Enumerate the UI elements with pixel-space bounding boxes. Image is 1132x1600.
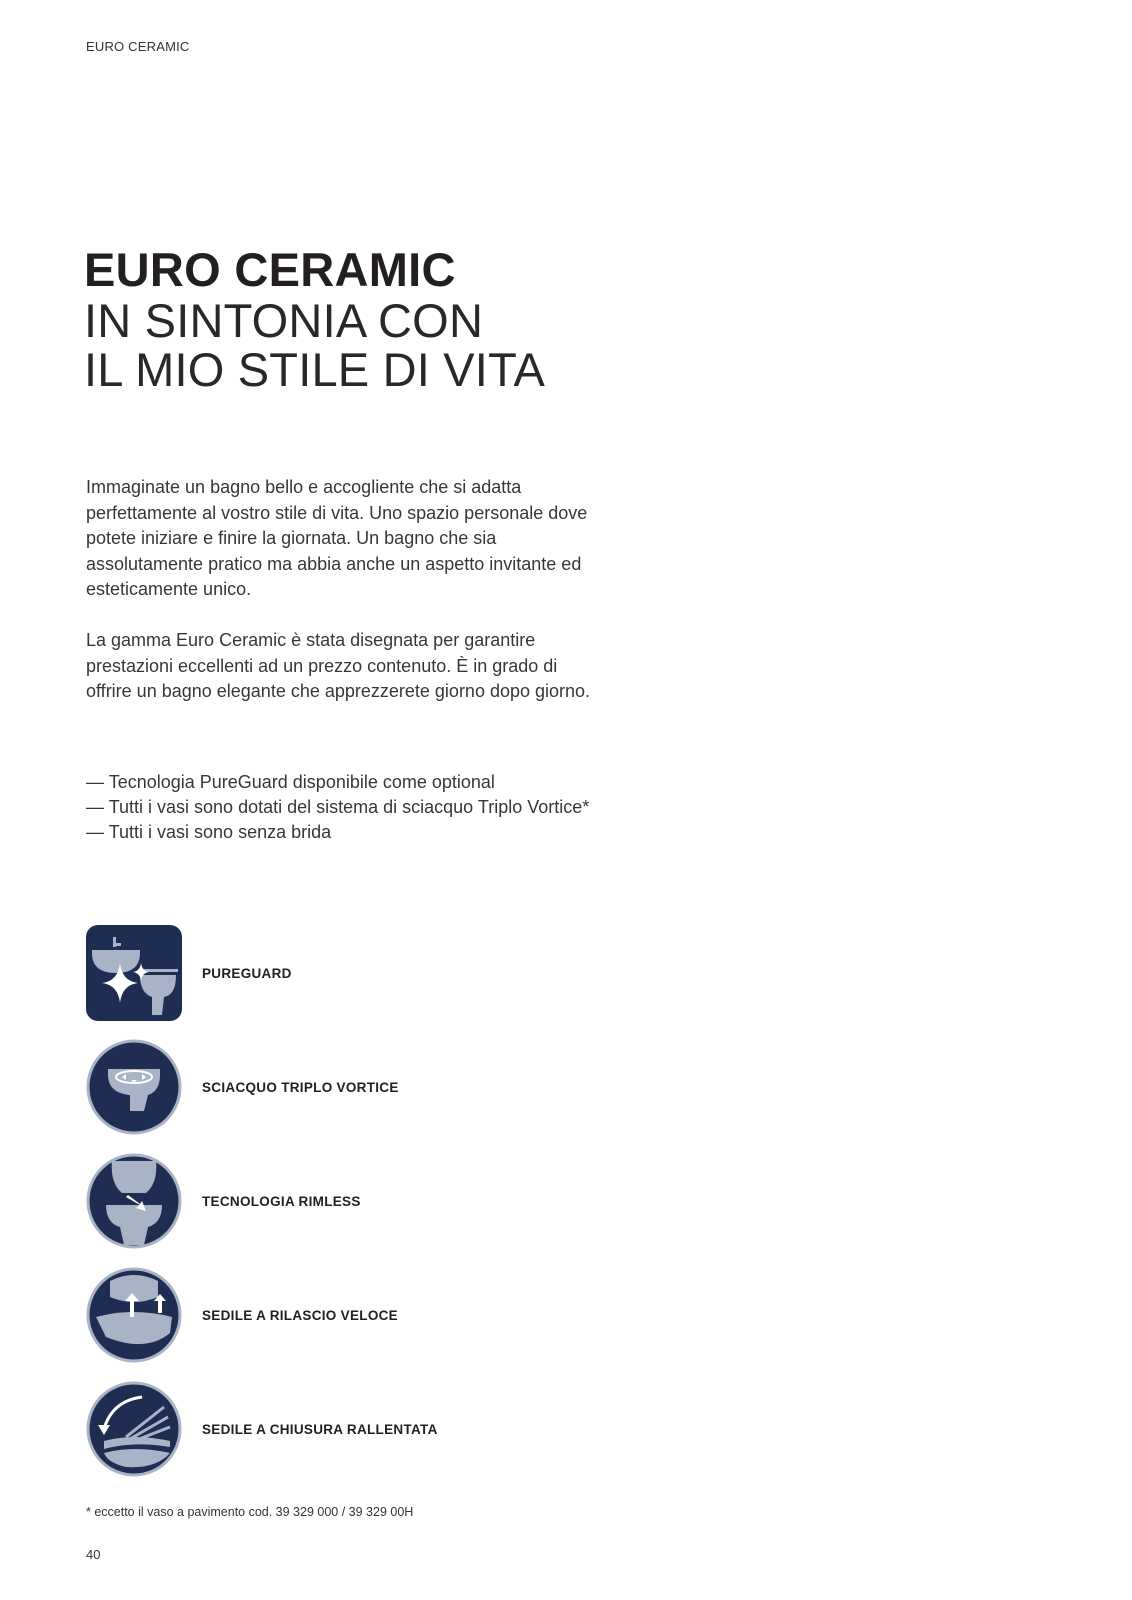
feature-bullet-list — [86, 770, 589, 845]
bullet-item: — Tecnologia PureGuard disponibile come optional — [86, 770, 589, 795]
triple-vortex-flush-icon — [86, 1039, 182, 1135]
feature-label: SEDILE A RILASCIO VELOCE — [202, 1307, 398, 1323]
page-number: 40 — [86, 1547, 101, 1562]
feature-soft-close-seat — [86, 1381, 686, 1477]
page-title — [84, 244, 545, 394]
bullet-item: — Tutti i vasi sono senza brida — [86, 820, 589, 845]
feature-label: TECNOLOGIA RIMLESS — [202, 1193, 361, 1209]
title-tagline-line1: IN SINTONIA CON — [84, 294, 484, 347]
footnote: * eccetto il vaso a pavimento cod. 39 329 000 / 39 329 00H — [86, 1505, 414, 1519]
feature-label: SCIACQUO TRIPLO VORTICE — [202, 1079, 399, 1095]
feature-pureguard — [86, 925, 686, 1021]
rimless-icon — [86, 1153, 182, 1249]
title-brand: EURO CERAMIC — [84, 243, 456, 296]
feature-quick-release-seat — [86, 1267, 686, 1363]
feature-rimless — [86, 1153, 686, 1249]
quick-release-seat-icon — [86, 1267, 182, 1363]
pureguard-icon — [86, 925, 182, 1021]
running-header: EURO CERAMIC — [86, 39, 190, 54]
range-paragraph: La gamma Euro Ceramic è stata disegnata per garantire prestazioni eccellenti ad un prezzo contenuto. È in grado di offrire un bagno elegante che apprezzerete giorno dopo giorno. — [86, 630, 591, 701]
soft-close-seat-icon — [86, 1381, 182, 1477]
intro-paragraph: Immaginate un bagno bello e accogliente che si adatta perfettamente al vostro stile di vita. Uno spazio personale dove potete iniziare e finire la giornata. Un bagno che sia assolutamente pratico ma abbia anche un aspetto invitante ed esteticamente unico. — [86, 477, 588, 599]
title-tagline-line2: IL MIO STILE DI VITA — [84, 343, 546, 396]
bullet-item: — Tutti i vasi sono dotati del sistema di sciacquo Triplo Vortice* — [86, 795, 589, 820]
feature-label: SEDILE A CHIUSURA RALLENTATA — [202, 1421, 438, 1437]
feature-label: PUREGUARD — [202, 965, 292, 981]
feature-triple-vortex — [86, 1039, 686, 1135]
